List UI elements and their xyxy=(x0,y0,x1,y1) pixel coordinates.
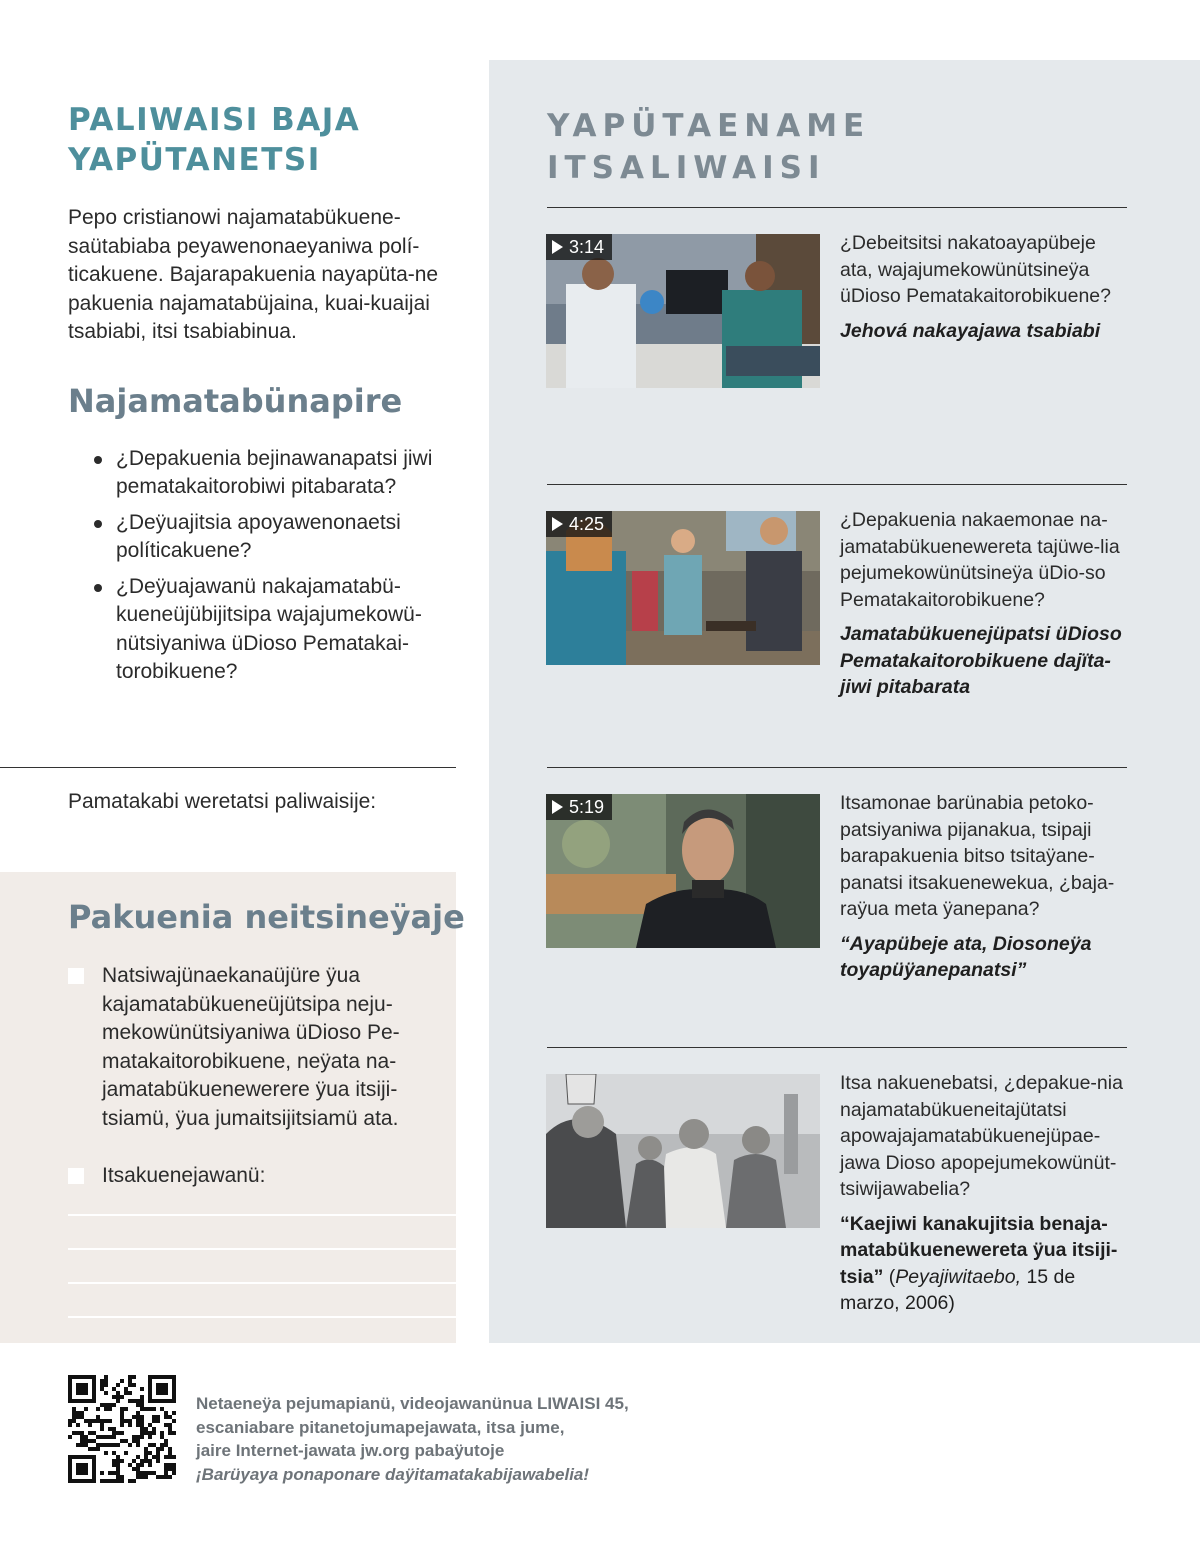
video-thumbnail-2[interactable] xyxy=(546,511,820,665)
video-info-4 xyxy=(840,1070,1130,1317)
video-thumbnail-3[interactable] xyxy=(546,794,820,948)
video-info-1 xyxy=(840,230,1130,344)
video-info-3 xyxy=(840,790,1130,984)
question-item: ¿Deÿuajawanü nakajamatabü-kueneüjübijitsipa wajajumekowü-nütsiyaniwa üDioso Pematakai-torobikuene? xyxy=(92,573,458,687)
biblical-illustration-image xyxy=(546,1074,820,1228)
todo-heading: Pakuenia neitsineÿaje xyxy=(68,898,465,936)
video-duration-badge: 5:19 xyxy=(546,794,612,820)
article-reference: (Peyajiwitaebo, 15 de marzo, 2006) xyxy=(840,1265,1076,1314)
todo-item[interactable] xyxy=(68,1162,438,1191)
play-icon xyxy=(552,240,563,254)
divider xyxy=(547,767,1127,768)
divider xyxy=(547,207,1127,208)
qr-code-icon[interactable] xyxy=(68,1375,176,1483)
video-question: ¿Depakuenia nakaemonae na-jamatabükuenewereta tajüwe-lia pejumekowünütsineÿa üDio-so Pematakaitorobikuene? xyxy=(840,509,1120,611)
divider xyxy=(547,484,1127,485)
video-title-link[interactable]: “Ayapübeje ata, Diosoneÿa toyapüÿanepanatsi” xyxy=(840,932,1092,981)
video-title-link[interactable]: Jehová nakayajawa tsabiabi xyxy=(840,319,1101,342)
video-question: ¿Debeitsitsi nakatoayapübeje ata, wajajumekowünütsineÿa üDioso Pematakaitorobikuene? xyxy=(840,232,1112,307)
video-duration-badge: 4:25 xyxy=(546,511,612,537)
article-title-link[interactable]: “Kaejiwi kanakujitsia benaja-matabükuenewereta ÿua itsiji-tsia” (Peyajiwitaebo, 15 de marzo, 2006) xyxy=(840,1212,1118,1314)
question-item: ¿Depakuenia bejinawanapatsi jiwi pematakaitorobiwi pitabarata? xyxy=(92,445,458,502)
write-line xyxy=(68,1282,456,1284)
video-title-link[interactable]: Jamatabükuenejüpatsi üDioso Pematakaitorobikuene dajïta-jiwi pitabarata xyxy=(840,623,1122,698)
divider xyxy=(547,1047,1127,1048)
video-info-2 xyxy=(840,507,1130,701)
illustration-thumbnail xyxy=(546,1074,820,1228)
todo-item[interactable] xyxy=(68,962,438,1133)
page-title: PALIWAISI BAJA YAPÜTANETSI xyxy=(68,102,361,178)
notes-label: Pamatakabi weretatsi paliwaisije: xyxy=(68,790,377,813)
play-icon xyxy=(552,800,563,814)
divider xyxy=(0,767,456,768)
write-line xyxy=(68,1248,456,1250)
write-line xyxy=(68,1214,456,1216)
videos-heading: YAPÜTAENAME ITSALIWAISI xyxy=(547,108,871,186)
video-question: Itsamonae barünabia petoko-patsiyaniwa pijanakua, tsipaji barapakuenia bitso tsitaÿane-panatsi itsakuenewekua, ¿baja-raÿua meta ÿanepana? xyxy=(840,792,1115,920)
checkbox[interactable] xyxy=(68,1168,84,1184)
video-thumbnail-1[interactable] xyxy=(546,234,820,388)
todo-item-label: Natsiwajünaekanaüjüre ÿua kajamatabükueneüjütsipa neju-mekowünütsiyaniwa üDioso Pe-matakaitorobikuene, neÿata na-jamatabükuenewerere ÿua itsiji-tsiamü, ÿua jumaitsijitsiamü ata. xyxy=(102,964,400,1130)
footer-note: Netaeneÿa pejumapianü, videojawanünua LIWAISI 45, escaniabare pitanetojumapejawata, itsa jume, jaire Internet-jawata jw.org pabaÿutoje ¡Barüyaya ponaponare daÿitamatakabijawabelia! xyxy=(196,1394,629,1484)
left-column xyxy=(68,100,458,694)
play-icon xyxy=(552,517,563,531)
article-question: Itsa nakuenebatsi, ¿depakue-nia najamatabükueneitajütatsi apowajajamatabükuenejüpae-jawa Dioso apopejumekowünüt-tsiwijawabelia? xyxy=(840,1072,1123,1200)
write-line xyxy=(68,1316,456,1318)
questions-list xyxy=(68,445,458,687)
checkbox[interactable] xyxy=(68,968,84,984)
video-duration-badge: 3:14 xyxy=(546,234,612,260)
todo-item-label: Itsakuenejawanü: xyxy=(102,1164,266,1187)
intro-paragraph: Pepo cristianowi najamatabükuene-saütabiaba peyawenonaeyaniwa polí-ticakuene. Bajarapakuenia nayapüta-ne pakuenia najamatabüjaina, kuai-kuaijai tsabiabi, itsi tsabiabinua. xyxy=(68,206,439,343)
questions-heading: Najamatabünapire xyxy=(68,381,403,420)
question-item: ¿Deÿuajitsia apoyawenonaetsi políticakuene? xyxy=(92,509,458,566)
